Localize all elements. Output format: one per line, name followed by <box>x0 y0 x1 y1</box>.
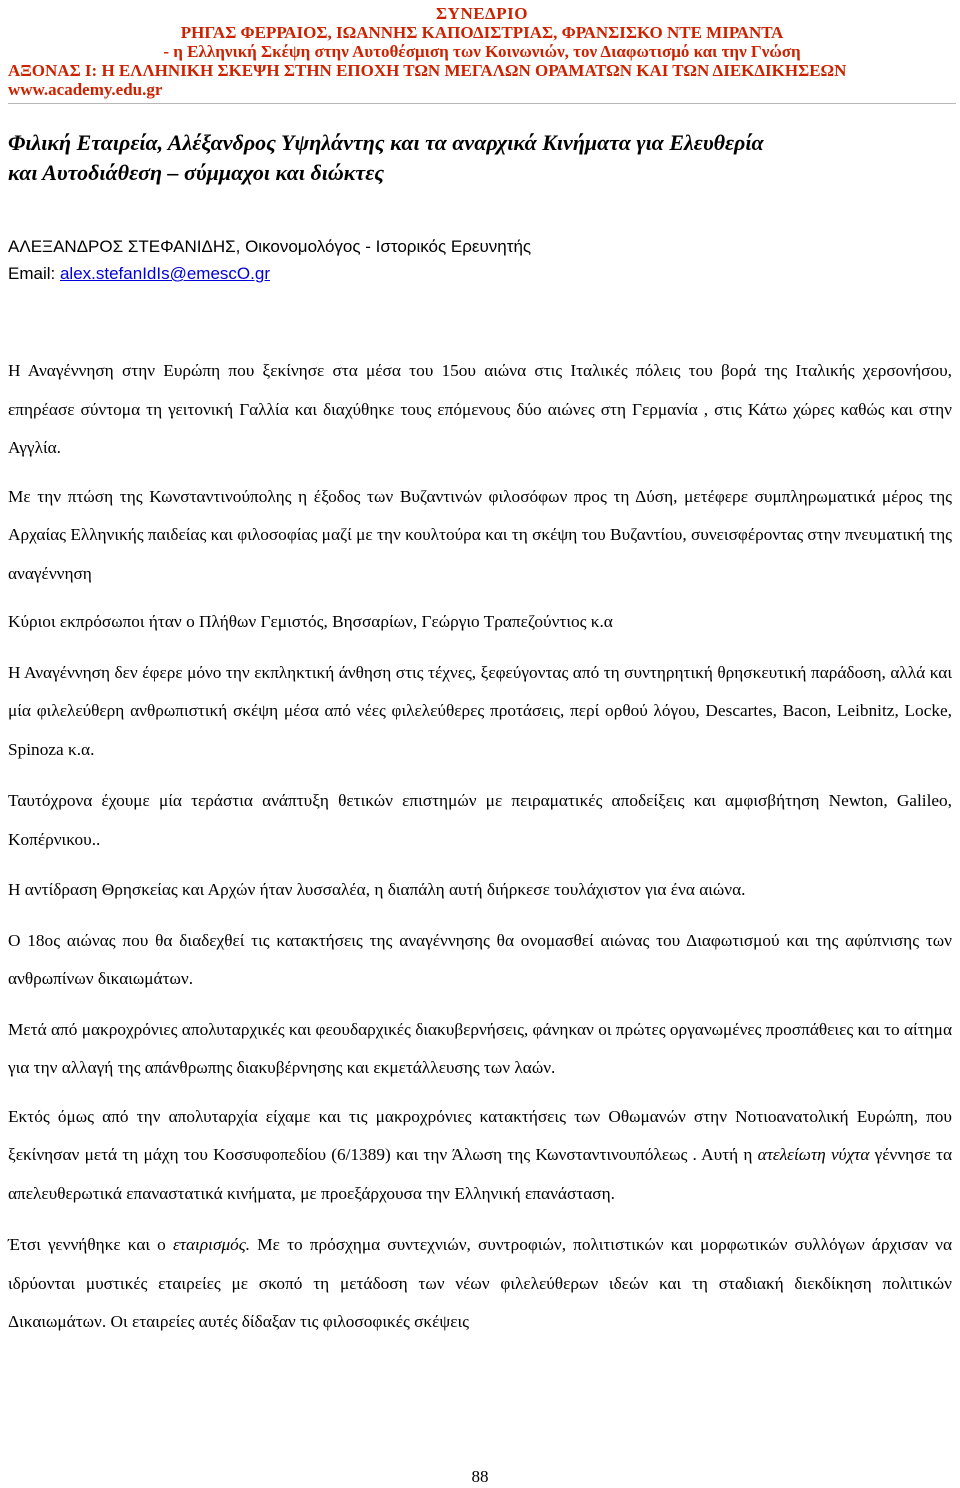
paragraph <box>8 1098 952 1214</box>
paper-title-line-1: Φιλική Εταιρεία, Αλέξανδρος Υψηλάντης και τα αναρχικά Κινήματα για Ελευθερία <box>8 130 764 155</box>
header-divider <box>8 103 956 104</box>
author-name: ΑΛΕΞΑΝΔΡΟΣ ΣΤΕΦΑΝΙΔΗΣ, Οικονομολόγος - Ιστορικός Ερευνητής <box>8 237 532 256</box>
paragraph: Η Αναγέννηση δεν έφερε μόνο την εκπληκτική άνθηση στις τέχνες, ξεφεύγοντας από τη συντηρητική θρησκευτική παράδοση, αλλά και μία φιλελεύθερη ανθρωπιστική σκέψη μέσα από νέες φιλελεύθερες προτάσεις, περί ορθού λόγου, Descartes, Bacon, Leibnitz, Locke, Spinoza κ.α. <box>8 662 952 759</box>
paragraph-text: γέννησε τα απελευθερωτικά επαναστατικά κινήματα, με προεξάρχουσα την Ελληνική επανάσταση. <box>8 1145 953 1203</box>
conference-header <box>8 4 956 99</box>
paragraph: Η Αναγέννηση στην Ευρώπη που ξεκίνησε στα μέσα του 15ου αιώνα στις Ιταλικές πόλεις του βορά της Ιταλικής χερσονήσου, επηρέασε σύντομα τη γειτονική Γαλλία και διαχύθηκε τους επόμενους δύο αιώνες στη Γερμανία , στις Κάτω χώρες καθώς και στην Αγγλία. <box>8 361 952 457</box>
paper-title <box>8 128 948 188</box>
email-label: Email: <box>8 264 60 283</box>
paragraph: Κύριοι εκπρόσωποι ήταν ο Πλήθων Γεμιστός, Βησσαρίων, Γεώργιο Τραπεζούντιος κ.α <box>8 612 613 631</box>
paragraph <box>8 1226 952 1342</box>
author-email-link[interactable]: alex.stefanIdIs@emescO.gr <box>59 264 270 283</box>
paragraph: Η αντίδραση Θρησκείας και Αρχών ήταν λυσσαλέα, η διαπάλη αυτή διήρκεσε τουλάχιστον για ένα αιώνα. <box>8 880 746 899</box>
paragraph-text: Εκτός όμως από την απολυταρχία είχαμε και τις μακροχρόνιες κατακτήσεις των Οθωμανών στην Νοτιοανατολική Ευρώπη, που ξεκίνησαν μετά τη μάχη του Κοσσυφοπεδίου (6/1389) και την Άλωση της Κωνσταντινουπόλεως . Αυτή η <box>8 1106 952 1164</box>
paragraph: Με την πτώση της Κωνσταντινούπολης η έξοδος των Βυζαντινών φιλοσόφων προς τη Δύση, μετέφερε συμπληρωματικά μέρος της Αρχαίας Ελληνικής παιδείας και φιλοσοφίας μαζί με την κουλτούρα και τη σκέψη του Βυζαντίου, συνεισφέροντας στην πνευματική της αναγέννηση <box>8 486 952 583</box>
paragraph-text: Με το πρόσχημα συντεχνιών, συντροφιών, πολιτιστικών και μορφωτικών συλλόγων άρχισαν να ιδρύονται μυστικές εταιρείες με σκοπό τη μετάδοση των νέων φιλελεύθερων ιδεών και τη σταδιακή διεκδίκηση πολιτικών Δικαιωμάτων. Οι εταιρείες αυτές δίδαξαν τις φιλοσοφικές σκέψεις <box>8 1235 953 1331</box>
conference-subtitle: - η Ελληνική Σκέψη στην Αυτοθέσμιση των Κοινωνιών, τον Διαφωτισμό και την Γνώση <box>163 42 801 61</box>
conference-label: ΣΥΝΕΔΡΙΟ <box>436 4 528 23</box>
conference-axis: ΑΞΟΝΑΣ Ι: Η ΕΛΛΗΝΙΚΗ ΣΚΕΨΗ ΣΤΗΝ ΕΠΟΧΗ ΤΩΝ ΜΕΓΑΛΩΝ ΟΡΑΜΑΤΩΝ ΚΑΙ ΤΩΝ ΔΙΕΚΔΙΚΗΣΕΩΝ <box>8 61 847 80</box>
paragraph: Μετά από μακροχρόνιες απολυταρχικές και φεουδαρχικές διακυβερνήσεις, φάνηκαν οι πρώτες οργανωμένες προσπάθειες και το αίτημα για την αλλαγή της απάνθρωπης διακυβέρνησης και εκμετάλλευσης των λαών. <box>8 1019 952 1077</box>
author-email-line <box>8 260 948 287</box>
emphasis: ατελείωτη νύχτα <box>757 1145 870 1164</box>
conference-website[interactable]: www.academy.edu.gr <box>8 80 163 99</box>
emphasis: εταιρισμός. <box>172 1235 251 1254</box>
author-block <box>8 233 948 287</box>
paragraph-text: Έτσι γεννήθηκε και ο <box>8 1235 173 1254</box>
conference-title: ΡΗΓΑΣ ΦΕΡΡΑΙΟΣ, ΙΩΑΝΝΗΣ ΚΑΠΟΔΙΣΤΡΙΑΣ, ΦΡΑΝΣΙΣΚΟ ΝΤΕ ΜΙΡΑΝΤΑ <box>180 23 784 42</box>
paragraph: Ταυτόχρονα έχουμε μία τεράστια ανάπτυξη θετικών επιστημών με πειραματικές αποδείξεις και αμφισβήτηση Newton, Galileo, Κοπέρνικου.. <box>8 791 952 849</box>
page-number: 88 <box>471 1467 489 1486</box>
paragraph: Ο 18ος αιώνας που θα διαδεχθεί τις κατακτήσεις της αναγέννησης θα ονομασθεί αιώνας του Διαφωτισμού και της αφύπνισης των ανθρωπίνων δικαιωμάτων. <box>8 930 952 988</box>
body-text <box>8 352 952 1354</box>
paper-title-line-2: και Αυτοδιάθεση – σύμμαχοι και διώκτες <box>8 160 385 185</box>
